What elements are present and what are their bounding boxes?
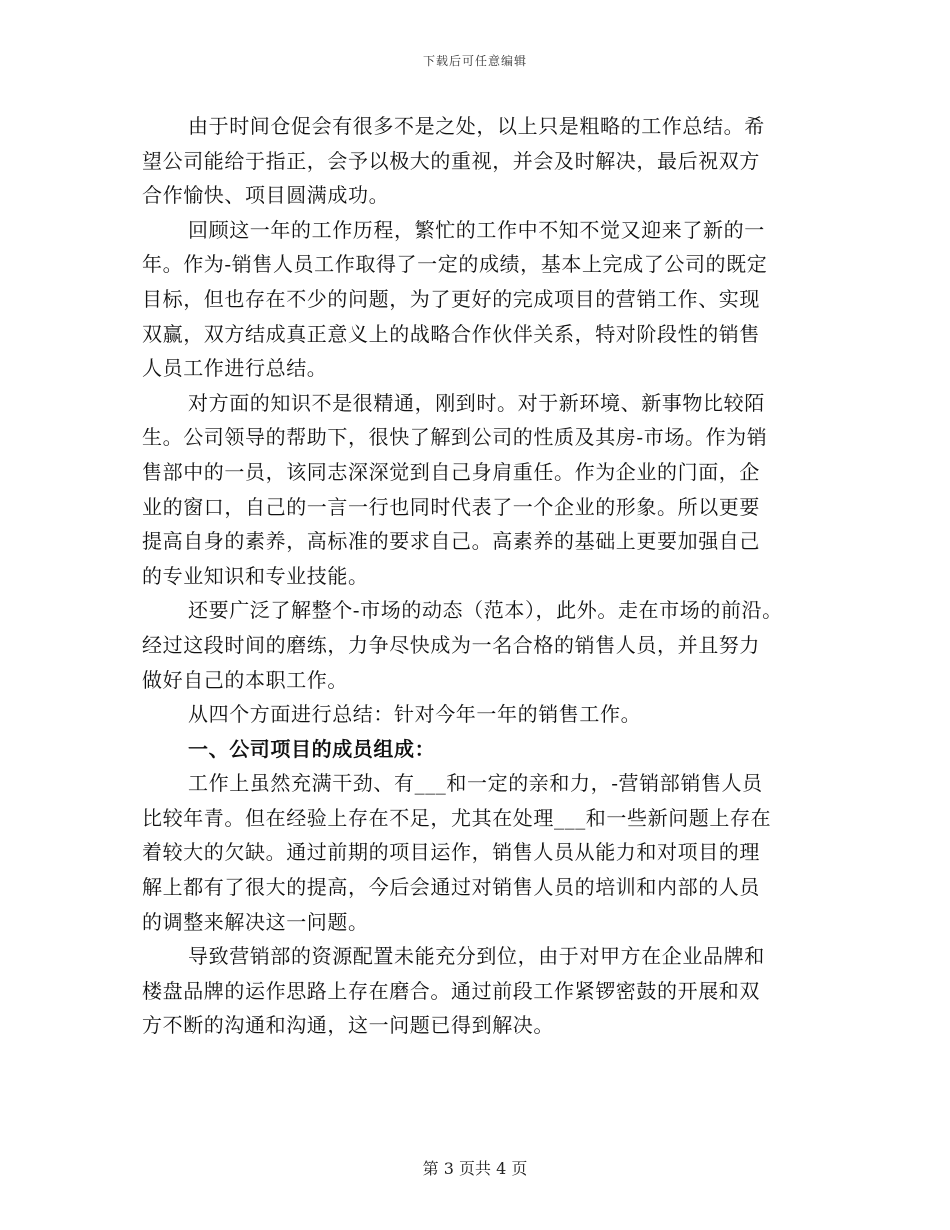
section-heading: 一、公司项目的成员组成： xyxy=(188,736,436,761)
text-line: 生。公司领导的帮助下，很快了解到公司的性质及其房-市场。作为销 xyxy=(142,425,768,450)
text-line: 对方面的知识不是很精通，刚到时。对于新环境、新事物比较陌 xyxy=(188,390,765,415)
text-line: 双赢，双方结成真正意义上的战略合作伙伴关系，特对阶段性的销售 xyxy=(142,321,760,346)
text-line: 做好自己的本职工作。 xyxy=(142,667,348,692)
text-line: 提高自身的素养，高标准的要求自己。高素养的基础上更要加强自己 xyxy=(142,529,760,554)
text-line: 人员工作进行总结。 xyxy=(142,356,328,381)
text-line: 望公司能给于指正，会予以极大的重视，并会及时解决，最后祝双方 xyxy=(142,148,760,173)
text-line: 业的窗口，自己的一言一行也同时代表了一个企业的形象。所以更要 xyxy=(142,494,760,519)
text-line: 工作上虽然充满干劲、有___和一定的亲和力，-营销部销售人员 xyxy=(188,771,763,796)
text-line: 着较大的欠缺。通过前期的项目运作，销售人员从能力和对项目的理 xyxy=(142,840,760,865)
text-line: 楼盘品牌的运作思路上存在磨合。通过前段工作紧锣密鼓的开展和双 xyxy=(142,978,760,1003)
text-line: 售部中的一员，该同志深深觉到自己身肩重任。作为企业的门面，企 xyxy=(142,459,760,484)
page-footer: 第 3 页共 4 页 xyxy=(422,1159,528,1178)
document-body xyxy=(142,109,822,1043)
text-line: 回顾这一年的工作历程，繁忙的工作中不知不觉又迎来了新的一 xyxy=(188,217,765,242)
text-line: 由于时间仓促会有很多不是之处，以上只是粗略的工作总结。希 xyxy=(188,114,765,138)
page-header: 下载后可任意编辑 xyxy=(422,54,527,68)
text-line: 经过这段时间的磨练，力争尽快成为一名合格的销售人员，并且努力 xyxy=(142,632,760,657)
text-line: 比较年青。但在经验上存在不足，尤其在处理___和一些新问题上存在 xyxy=(142,805,772,830)
text-line: 方不断的沟通和沟通，这一问题已得到解决。 xyxy=(142,1013,554,1038)
text-line: 目标，但也存在不少的问题，为了更好的完成项目的营销工作、实现 xyxy=(142,286,760,311)
text-line: 的调整来解决这一问题。 xyxy=(142,909,369,934)
text-line: 还要广泛了解整个-市场的动态（范本），此外。走在市场的前沿。 xyxy=(188,598,783,623)
text-line: 从四个方面进行总结：针对今年一年的销售工作。 xyxy=(188,702,642,727)
text-line: 合作愉快、项目圆满成功。 xyxy=(142,183,390,208)
text-line: 年。作为-销售人员工作取得了一定的成绩，基本上完成了公司的既定 xyxy=(142,252,768,277)
text-line: 导致营销部的资源配置未能充分到位，由于对甲方在企业品牌和 xyxy=(188,944,765,969)
text-line: 的专业知识和专业技能。 xyxy=(142,563,369,588)
text-line: 解上都有了很大的提高，今后会通过对销售人员的培训和内部的人员 xyxy=(142,875,760,900)
